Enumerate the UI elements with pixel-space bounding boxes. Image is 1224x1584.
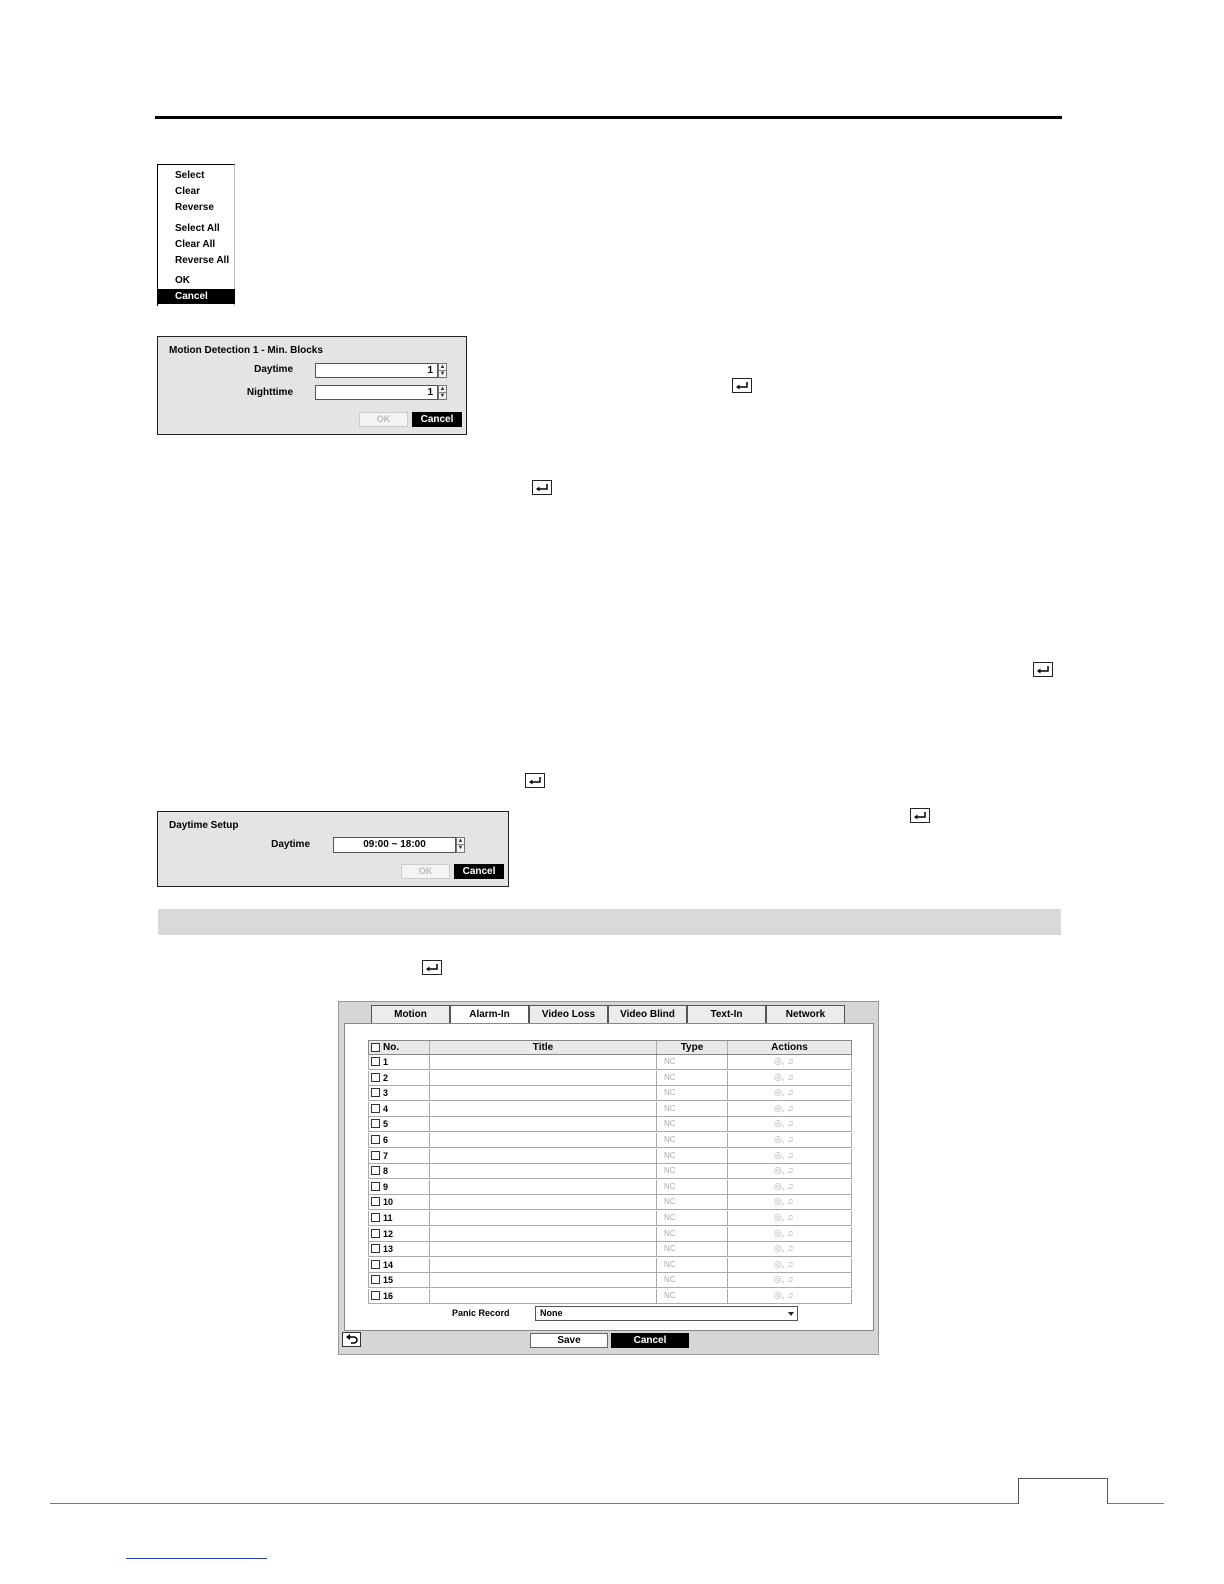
row-actions[interactable]: ◎, ♫ [727, 1102, 851, 1116]
alarm-in-panel [344, 1023, 874, 1331]
table-row[interactable] [368, 1273, 852, 1288]
row-title-field[interactable] [429, 1242, 657, 1256]
row-actions[interactable]: ◎, ♫ [727, 1149, 851, 1163]
row-number: 7 [383, 1150, 389, 1161]
table-row[interactable] [368, 1102, 852, 1117]
row-checkbox[interactable] [371, 1260, 380, 1269]
ok-button[interactable]: OK [359, 412, 408, 427]
table-row[interactable] [368, 1242, 852, 1257]
row-title-field[interactable] [429, 1102, 657, 1116]
table-header [368, 1040, 852, 1055]
enter-key-icon [1033, 662, 1053, 677]
row-checkbox[interactable] [371, 1073, 380, 1082]
row-actions[interactable]: ◎, ♫ [727, 1273, 851, 1287]
cancel-button[interactable]: Cancel [454, 864, 504, 879]
page-tab-gap [1019, 1503, 1107, 1505]
nighttime-label: Nighttime [246, 387, 293, 398]
row-checkbox[interactable] [371, 1229, 380, 1238]
menu-item-cancel[interactable]: Cancel [158, 289, 235, 304]
row-number: 10 [383, 1197, 394, 1208]
row-checkbox[interactable] [371, 1244, 380, 1253]
page-number-tab [1018, 1478, 1108, 1504]
daytime-range-spinner[interactable] [456, 837, 465, 853]
enter-key-icon [532, 480, 552, 495]
menu-item-reverse-all[interactable]: Reverse All [175, 255, 230, 266]
ok-button[interactable]: OK [401, 864, 450, 879]
table-row[interactable] [368, 1117, 852, 1132]
row-title-field[interactable] [429, 1273, 657, 1287]
select-all-checkbox[interactable] [371, 1043, 380, 1052]
column-no: No. [383, 1042, 400, 1053]
menu-item-reverse[interactable]: Reverse [175, 202, 214, 213]
footer-rule [50, 1503, 1164, 1504]
table-row[interactable] [368, 1164, 852, 1179]
column-actions[interactable]: Actions [727, 1041, 851, 1054]
row-checkbox[interactable] [371, 1135, 380, 1144]
row-actions[interactable]: ◎, ♫ [727, 1180, 851, 1194]
row-type[interactable]: NC [664, 1197, 676, 1207]
table-row[interactable] [368, 1055, 852, 1070]
nighttime-spinner[interactable] [438, 385, 447, 400]
header-rule [155, 116, 1062, 119]
row-actions[interactable]: ◎, ♫ [727, 1227, 851, 1241]
panic-record-dropdown[interactable] [535, 1306, 798, 1321]
row-checkbox[interactable] [371, 1088, 380, 1097]
enter-key-icon [732, 378, 752, 393]
row-type[interactable]: NC [664, 1181, 676, 1191]
context-menu [157, 164, 235, 306]
spin-up-icon[interactable]: ▲ [457, 838, 464, 844]
row-actions[interactable]: ◎, ♫ [727, 1242, 851, 1256]
tab-network[interactable]: Network [766, 1005, 845, 1024]
table-row[interactable] [368, 1258, 852, 1273]
row-number: 1 [383, 1057, 389, 1067]
tab-alarm-in[interactable]: Alarm-In [450, 1005, 529, 1026]
row-type[interactable]: NC [664, 1213, 676, 1222]
table-row[interactable] [368, 1227, 852, 1242]
row-number: 14 [383, 1259, 394, 1270]
row-number: 5 [383, 1119, 389, 1130]
tab-video-loss[interactable]: Video Loss [529, 1005, 608, 1024]
daytime-setup-dialog [157, 811, 509, 887]
row-checkbox[interactable] [371, 1275, 380, 1284]
row-type[interactable]: NC [664, 1057, 676, 1066]
menu-item-select-all[interactable]: Select All [175, 223, 220, 234]
row-type[interactable]: NC [664, 1291, 676, 1300]
min-blocks-dialog [157, 336, 467, 435]
spin-down-icon[interactable]: ▼ [439, 370, 446, 377]
menu-item-clear-all[interactable]: Clear All [175, 239, 216, 250]
menu-item-ok[interactable]: OK [175, 275, 190, 286]
table-row[interactable] [368, 1180, 852, 1195]
dropdown-caret-icon [788, 1312, 794, 1316]
back-arrow-icon [343, 1333, 360, 1346]
row-checkbox[interactable] [371, 1119, 380, 1128]
row-type[interactable]: NC [664, 1103, 676, 1113]
row-title-field[interactable] [429, 1071, 657, 1085]
row-title-field[interactable] [429, 1195, 657, 1209]
cancel-button[interactable]: Cancel [611, 1333, 689, 1348]
panic-record-label: Panic Record [452, 1308, 510, 1318]
daytime-spinner[interactable] [438, 363, 447, 378]
table-row[interactable] [368, 1133, 852, 1148]
row-title-field[interactable] [429, 1149, 657, 1163]
row-actions[interactable]: ◎, ♫ [727, 1071, 851, 1085]
row-actions[interactable]: ◎, ♫ [727, 1211, 851, 1225]
dialog-title: Motion Detection 1 - Min. Blocks [169, 345, 323, 356]
row-title-field[interactable] [429, 1086, 657, 1100]
row-actions[interactable]: ◎, ♫ [727, 1164, 851, 1178]
table-row[interactable] [368, 1195, 852, 1210]
row-actions[interactable]: ◎, ♫ [727, 1117, 851, 1131]
row-type[interactable]: NC [664, 1119, 676, 1129]
row-number: 8 [383, 1166, 389, 1177]
row-type[interactable]: NC [664, 1166, 676, 1176]
row-actions[interactable]: ◎, ♫ [727, 1195, 851, 1209]
row-title-field[interactable] [429, 1055, 657, 1069]
row-type[interactable]: NC [664, 1135, 676, 1144]
cancel-button[interactable]: Cancel [412, 412, 462, 427]
row-title-field[interactable] [429, 1211, 657, 1225]
daytime-range-field[interactable]: 09:00 ~ 18:00 [333, 837, 456, 853]
row-checkbox[interactable] [371, 1057, 380, 1066]
row-actions[interactable]: ◎, ♫ [727, 1086, 851, 1100]
row-checkbox[interactable] [371, 1197, 380, 1206]
row-number: 13 [383, 1244, 394, 1255]
menu-item-clear[interactable]: Clear [175, 186, 201, 197]
daytime-label: Daytime [254, 364, 293, 375]
spin-up-icon[interactable]: ▲ [439, 364, 446, 370]
row-type[interactable]: NC [664, 1244, 676, 1254]
row-title-field[interactable] [429, 1289, 657, 1303]
nighttime-spinner-field[interactable]: 1 [315, 385, 438, 400]
row-title-field[interactable] [429, 1164, 657, 1178]
row-title-field[interactable] [429, 1227, 657, 1241]
row-checkbox[interactable] [371, 1182, 380, 1191]
table-row[interactable] [368, 1086, 852, 1101]
row-number: 9 [383, 1181, 389, 1192]
table-row[interactable] [368, 1211, 852, 1226]
table-row[interactable] [368, 1289, 852, 1304]
row-number: 11 [383, 1213, 393, 1223]
row-actions[interactable]: ◎, ♫ [727, 1055, 851, 1069]
row-checkbox[interactable] [371, 1166, 380, 1175]
section-heading-bar [158, 909, 1061, 935]
row-title-field[interactable] [429, 1258, 657, 1272]
enter-key-icon [422, 960, 442, 975]
row-number: 2 [383, 1072, 389, 1083]
event-setup-screen [338, 1001, 879, 1355]
spin-down-icon[interactable]: ▼ [457, 845, 464, 851]
save-button[interactable]: Save [530, 1333, 608, 1348]
row-actions[interactable]: ◎, ♫ [727, 1133, 851, 1147]
row-type[interactable]: NC [664, 1259, 676, 1269]
row-actions[interactable]: ◎, ♫ [727, 1258, 851, 1272]
tab-text-in[interactable]: Text-In [687, 1005, 766, 1024]
table-row[interactable] [368, 1149, 852, 1164]
row-type[interactable]: NC [664, 1150, 676, 1160]
menu-item-select[interactable]: Select [175, 170, 205, 181]
row-number: 15 [383, 1275, 394, 1286]
row-actions[interactable]: ◎, ♫ [727, 1289, 851, 1303]
row-checkbox[interactable] [371, 1151, 380, 1160]
column-title[interactable]: Title [429, 1041, 657, 1054]
row-type[interactable]: NC [664, 1088, 676, 1098]
daytime-label: Daytime [271, 839, 310, 850]
panic-record-value: None [540, 1308, 563, 1318]
enter-key-icon [525, 773, 545, 788]
spin-down-icon[interactable]: ▼ [439, 392, 446, 399]
enter-key-icon [910, 808, 930, 823]
row-number: 6 [383, 1135, 389, 1145]
back-button[interactable] [342, 1332, 361, 1347]
daytime-spinner-field[interactable]: 1 [315, 363, 438, 378]
row-title-field[interactable] [429, 1117, 657, 1131]
row-checkbox[interactable] [371, 1213, 380, 1222]
spin-up-icon[interactable]: ▲ [439, 386, 446, 392]
row-number: 4 [383, 1103, 389, 1114]
tab-motion[interactable]: Motion [371, 1005, 450, 1024]
table-row[interactable] [368, 1071, 852, 1086]
row-type[interactable]: NC [664, 1072, 676, 1082]
row-number: 3 [383, 1088, 389, 1099]
column-type[interactable]: Type [680, 1042, 704, 1053]
dialog-title: Daytime Setup [169, 820, 239, 831]
row-number: 16 [383, 1291, 394, 1301]
row-type[interactable]: NC [664, 1228, 676, 1238]
row-type[interactable]: NC [664, 1275, 676, 1285]
row-title-field[interactable] [429, 1133, 657, 1147]
row-checkbox[interactable] [371, 1291, 380, 1300]
row-number: 12 [383, 1228, 394, 1239]
tab-video-blind[interactable]: Video Blind [608, 1005, 687, 1024]
row-title-field[interactable] [429, 1180, 657, 1194]
row-checkbox[interactable] [371, 1104, 380, 1113]
footer-link-underline [126, 1558, 267, 1559]
